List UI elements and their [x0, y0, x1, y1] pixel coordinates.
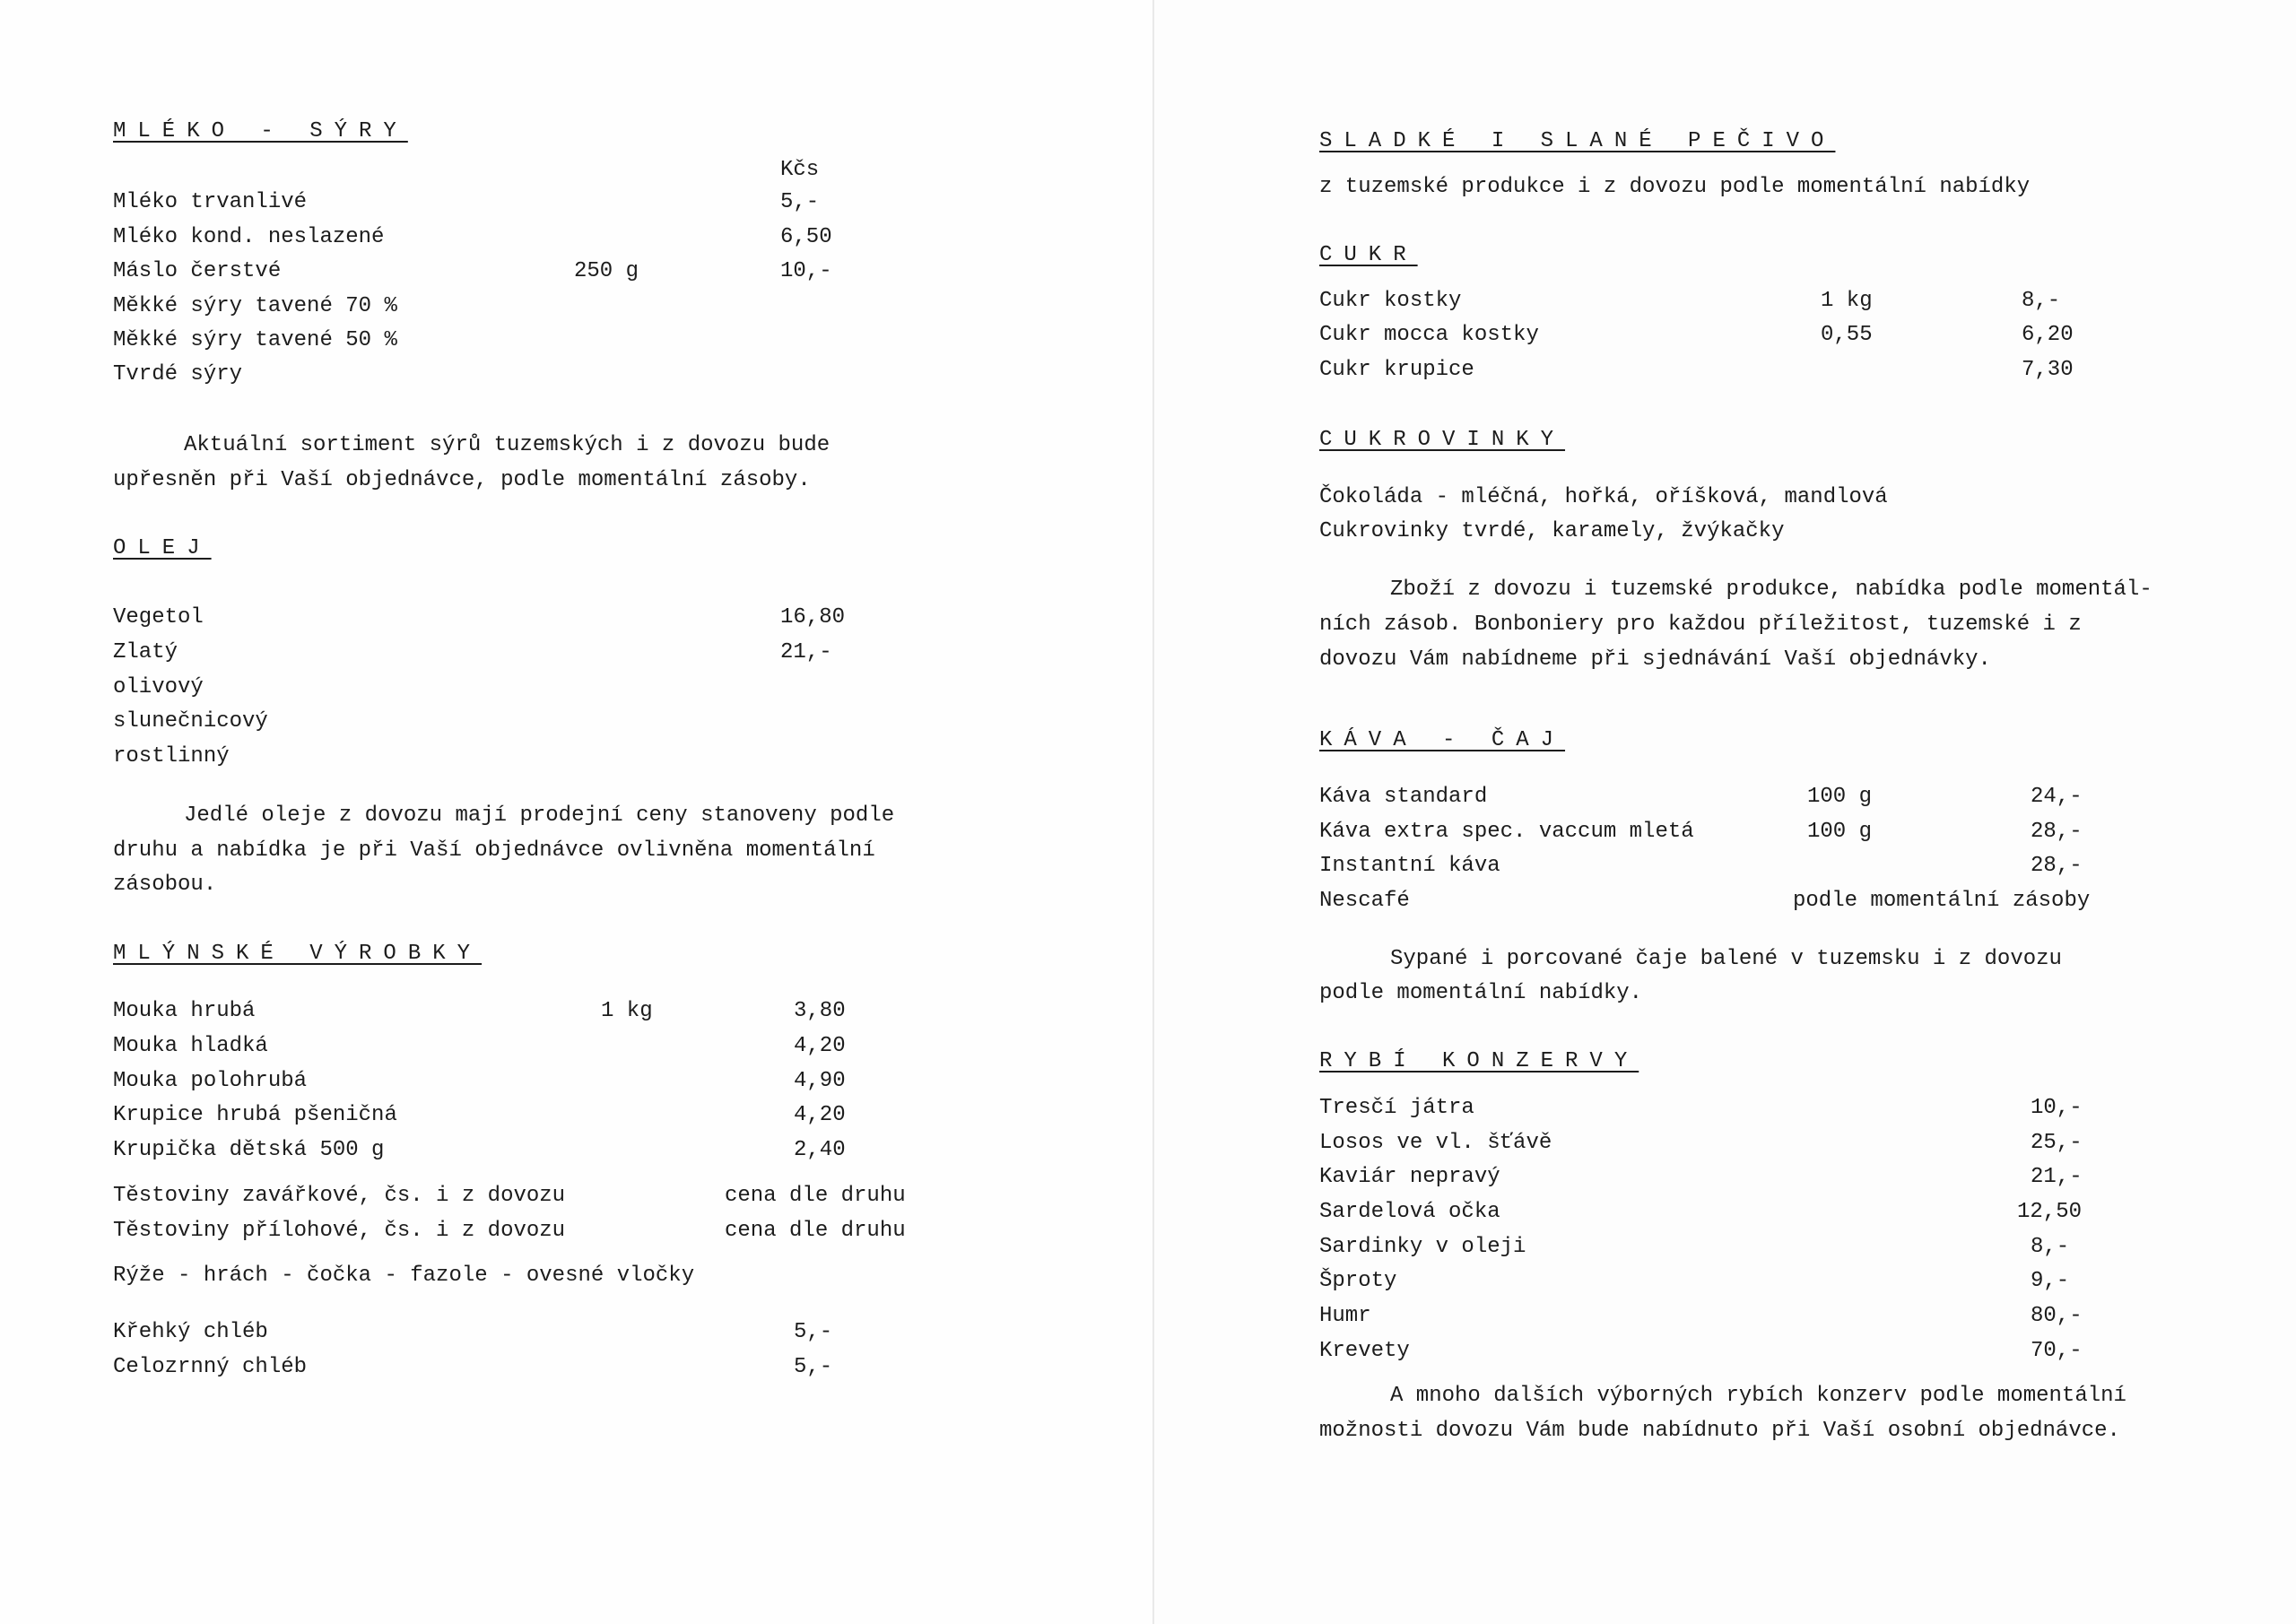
section-heading-cukrovinky: CUKROVINKY — [1319, 428, 1566, 452]
section-note-line: upřesněn při Vaší objednávce, podle momentální zásoby. — [113, 468, 811, 492]
item-name: Sardinky v oleji — [1319, 1235, 1526, 1259]
item-name: Zlatý — [113, 640, 178, 664]
item-price: 5,- — [794, 1320, 833, 1344]
misc-line: Rýže - hrách - čočka - fazole - ovesné vločky — [113, 1264, 695, 1288]
item-price: 70,- — [2031, 1339, 2083, 1363]
item-price: 5,- — [794, 1355, 833, 1379]
item-quantity: 1 kg — [1821, 289, 1873, 313]
item-name: Krevety — [1319, 1339, 1410, 1363]
item-name: Mouka hrubá — [113, 999, 256, 1023]
item-name: Tresčí játra — [1319, 1096, 1474, 1120]
item-name: Cukr krupice — [1319, 358, 1474, 382]
item-quantity: 1 kg — [601, 999, 653, 1023]
section-text: z tuzemské produkce i z dovozu podle momentální nabídky — [1319, 175, 2031, 199]
item-name: Těstoviny přílohové, čs. i z dovozu — [113, 1219, 566, 1243]
item-name: Tvrdé sýry — [113, 362, 243, 386]
item-name: Mouka polohrubá — [113, 1069, 308, 1093]
item-name: Káva extra spec. vaccum mletá — [1319, 820, 1694, 844]
item-price: 4,90 — [794, 1069, 846, 1093]
item-price: 6,50 — [780, 225, 832, 249]
item-name: Sardelová očka — [1319, 1200, 1500, 1224]
item-price: 6,20 — [2022, 323, 2074, 347]
item-price: 2,40 — [794, 1138, 846, 1162]
item-price: 4,20 — [794, 1103, 846, 1127]
section-heading-olej: OLEJ — [113, 536, 212, 560]
section-line: Cukrovinky tvrdé, karamely, žvýkačky — [1319, 519, 1785, 543]
section-note-line: Jedlé oleje z dovozu mají prodejní ceny stanoveny podle — [184, 803, 895, 828]
item-quantity: 0,55 — [1821, 323, 1873, 347]
item-price: 21,- — [780, 640, 832, 664]
item-price: 3,80 — [794, 999, 846, 1023]
item-name: Kaviár nepravý — [1319, 1165, 1500, 1189]
item-price: 28,- — [2031, 820, 2083, 844]
item-price: podle momentální zásoby — [1793, 889, 2091, 913]
item-price: 28,- — [2031, 854, 2083, 878]
item-name: olivový — [113, 675, 204, 699]
item-price: 24,- — [2031, 785, 2083, 809]
item-name: Celozrnný chléb — [113, 1355, 308, 1379]
section-heading-cukr: CUKR — [1319, 243, 1418, 267]
item-name: Krupice hrubá pšeničná — [113, 1103, 397, 1127]
item-price: 5,- — [780, 190, 820, 214]
section-note-line: druhu a nabídka je při Vaší objednávce ovlivněna momentální — [113, 838, 875, 863]
item-price: 4,20 — [794, 1034, 846, 1058]
item-price: 80,- — [2031, 1304, 2083, 1328]
item-name: Humr — [1319, 1304, 1371, 1328]
item-price: cena dle druhu — [725, 1184, 906, 1208]
item-name: Mléko trvanlivé — [113, 190, 308, 214]
item-name: rostlinný — [113, 744, 230, 769]
item-name: Měkké sýry tavené 70 % — [113, 294, 397, 318]
item-price: 21,- — [2031, 1165, 2083, 1189]
section-note-line: A mnoho dalších výborných rybích konzerv podle momentální — [1390, 1384, 2126, 1408]
section-heading-mleko-syry: MLÉKO - SÝRY — [113, 119, 408, 143]
item-name: Cukr kostky — [1319, 289, 1462, 313]
item-quantity: 250 g — [574, 259, 639, 283]
currency-label: Kčs — [780, 158, 820, 182]
item-price: 8,- — [2031, 1235, 2070, 1259]
item-price: cena dle druhu — [725, 1219, 906, 1243]
item-price: 8,- — [2022, 289, 2061, 313]
section-heading-pecivo: SLADKÉ I SLANÉ PEČIVO — [1319, 129, 1836, 153]
item-name: Cukr mocca kostky — [1319, 323, 1539, 347]
item-quantity: 100 g — [1807, 785, 1873, 809]
item-price: 10,- — [2031, 1096, 2083, 1120]
item-name: Mléko kond. neslazené — [113, 225, 385, 249]
right-page — [1154, 0, 2296, 1624]
item-price: 10,- — [780, 259, 832, 283]
item-name: slunečnicový — [113, 709, 268, 734]
item-name: Měkké sýry tavené 50 % — [113, 328, 397, 352]
item-name: Káva standard — [1319, 785, 1488, 809]
section-line: Čokoláda - mléčná, hořká, oříšková, mandlová — [1319, 485, 1888, 509]
item-name: Mouka hladká — [113, 1034, 268, 1058]
section-heading-rybi-konzervy: RYBÍ KONZERVY — [1319, 1049, 1639, 1073]
item-price: 16,80 — [780, 605, 846, 630]
section-heading-kava-caj: KÁVA - ČAJ — [1319, 728, 1566, 752]
item-price: 7,30 — [2022, 358, 2074, 382]
section-note-line: zásobou. — [113, 873, 217, 897]
item-name: Losos ve vl. šťávě — [1319, 1131, 1552, 1155]
section-heading-mlynske-vyrobky: MLÝNSKÉ VÝROBKY — [113, 942, 483, 966]
item-name: Máslo čerstvé — [113, 259, 282, 283]
item-name: Těstoviny zavářkové, čs. i z dovozu — [113, 1184, 566, 1208]
section-note-line: Zboží z dovozu i tuzemské produkce, nabídka podle momentál- — [1390, 578, 2152, 602]
item-name: Šproty — [1319, 1269, 1397, 1293]
section-note-line: podle momentální nabídky. — [1319, 981, 1643, 1005]
item-name: Křehký chléb — [113, 1320, 268, 1344]
section-note-line: Sypané i porcované čaje balené v tuzemsku i z dovozu — [1390, 947, 2062, 971]
section-note-line: ních zásob. Bonboniery pro každou příležitost, tuzemské i z — [1319, 612, 2082, 637]
section-note-line: možnosti dovozu Vám bude nabídnuto při Vaší osobní objednávce. — [1319, 1419, 2120, 1443]
item-price: 9,- — [2031, 1269, 2070, 1293]
item-name: Nescafé — [1319, 889, 1410, 913]
item-price: 12,50 — [2017, 1200, 2083, 1224]
item-name: Krupička dětská 500 g — [113, 1138, 385, 1162]
item-name: Vegetol — [113, 605, 204, 630]
item-quantity: 100 g — [1807, 820, 1873, 844]
section-note-line: Aktuální sortiment sýrů tuzemských i z dovozu bude — [184, 433, 831, 457]
section-note-line: dovozu Vám nabídneme při sjednávání Vaší objednávky. — [1319, 647, 1991, 672]
item-name: Instantní káva — [1319, 854, 1500, 878]
item-price: 25,- — [2031, 1131, 2083, 1155]
